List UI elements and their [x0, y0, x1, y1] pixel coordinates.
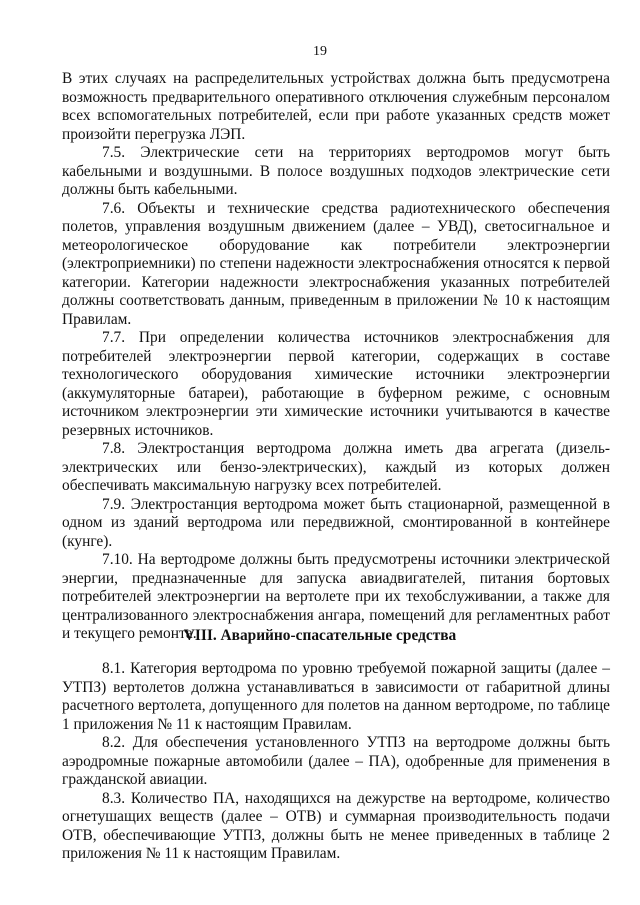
section-vii-text [62, 70, 610, 644]
paragraph-intro: В этих случаях на распределительных устройствах должна быть предусмотрена возможность предварительного оперативного отключения служебным персоналом всех вспомогательных потребителей, если при работе указанных средств может произойти перегрузка ЛЭП. [62, 70, 610, 143]
paragraph-7-7: 7.7. При определении количества источников электроснабжения для потребителей электроэнергии первой категории, содержащих в составе технологического оборудования химические источники электроэнергии (аккумуляторные батареи), работающие в буферном режиме, с основным источником электроэнергии эти химические источники учитываются в качестве резервных источников. [62, 329, 610, 439]
paragraph-7-9: 7.9. Электростанция вертодрома может быть стационарной, размещенной в одном из зданий вертодрома или передвижной, смонтированной в контейнере (кунге). [62, 495, 610, 550]
section-viii-text [62, 660, 610, 864]
paragraph-7-6: 7.6. Объекты и технические средства радиотехнического обеспечения полетов, управления воздушным движением (далее – УВД), светосигнальное и метеорологическое оборудование как потребители электроэнергии (электроприемники) по степени надежности электроснабжения относятся к первой категории. Категории надежности электроснабжения указанных потребителей должны соответствовать данным, приведенным в приложении № 10 к настоящим Правилам. [62, 199, 610, 328]
page-number: 19 [313, 44, 327, 59]
paragraph-7-5: 7.5. Электрические сети на территориях вертодромов могут быть кабельными и воздушными. В полосе воздушных подходов электрические сети должны быть кабельными. [62, 144, 610, 198]
paragraph-8-2: 8.2. Для обеспечения установленного УТПЗ на вертодроме должны быть аэродромные пожарные автомобили (далее – ПА), одобренные для применения в гражданской авиации. [62, 734, 610, 788]
paragraph-8-3: 8.3. Количество ПА, находящихся на дежурстве на вертодроме, количество огнетушащих веществ (далее – ОТВ) и суммарная производительность подачи ОТВ, обеспечивающие УТПЗ, должны быть не менее приведенных в таблице 2 приложения № 11 к настоящим Правилам. [62, 789, 610, 862]
paragraph-7-10: 7.10. На вертодроме должны быть предусмотрены источники электрической энергии, предназначенные для запуска авиадвигателей, питания бортовых потребителей электроэнергии на вертолете при их техобслуживании, а также для централизованного электроснабжения ангара, помещений для регламентных работ и текущего ремонта. [62, 551, 610, 642]
paragraph-8-1: 8.1. Категория вертодрома по уровню требуемой пожарной защиты (далее – УТПЗ) вертолетов должна устанавливаться в зависимости от габаритной длины расчетного вертолета, допущенного для полетов на данном вертодроме, по таблице 1 приложения № 11 к настоящим Правилам. [62, 660, 610, 733]
section-heading: VIII. Аварийно-спасательные средства [183, 627, 457, 644]
paragraph-7-8: 7.8. Электростанция вертодрома должна иметь два агрегата (дизель-электрических или бензо-электрических), каждый из которых должен обеспечивать максимальную нагрузку всех потребителей. [62, 440, 610, 494]
